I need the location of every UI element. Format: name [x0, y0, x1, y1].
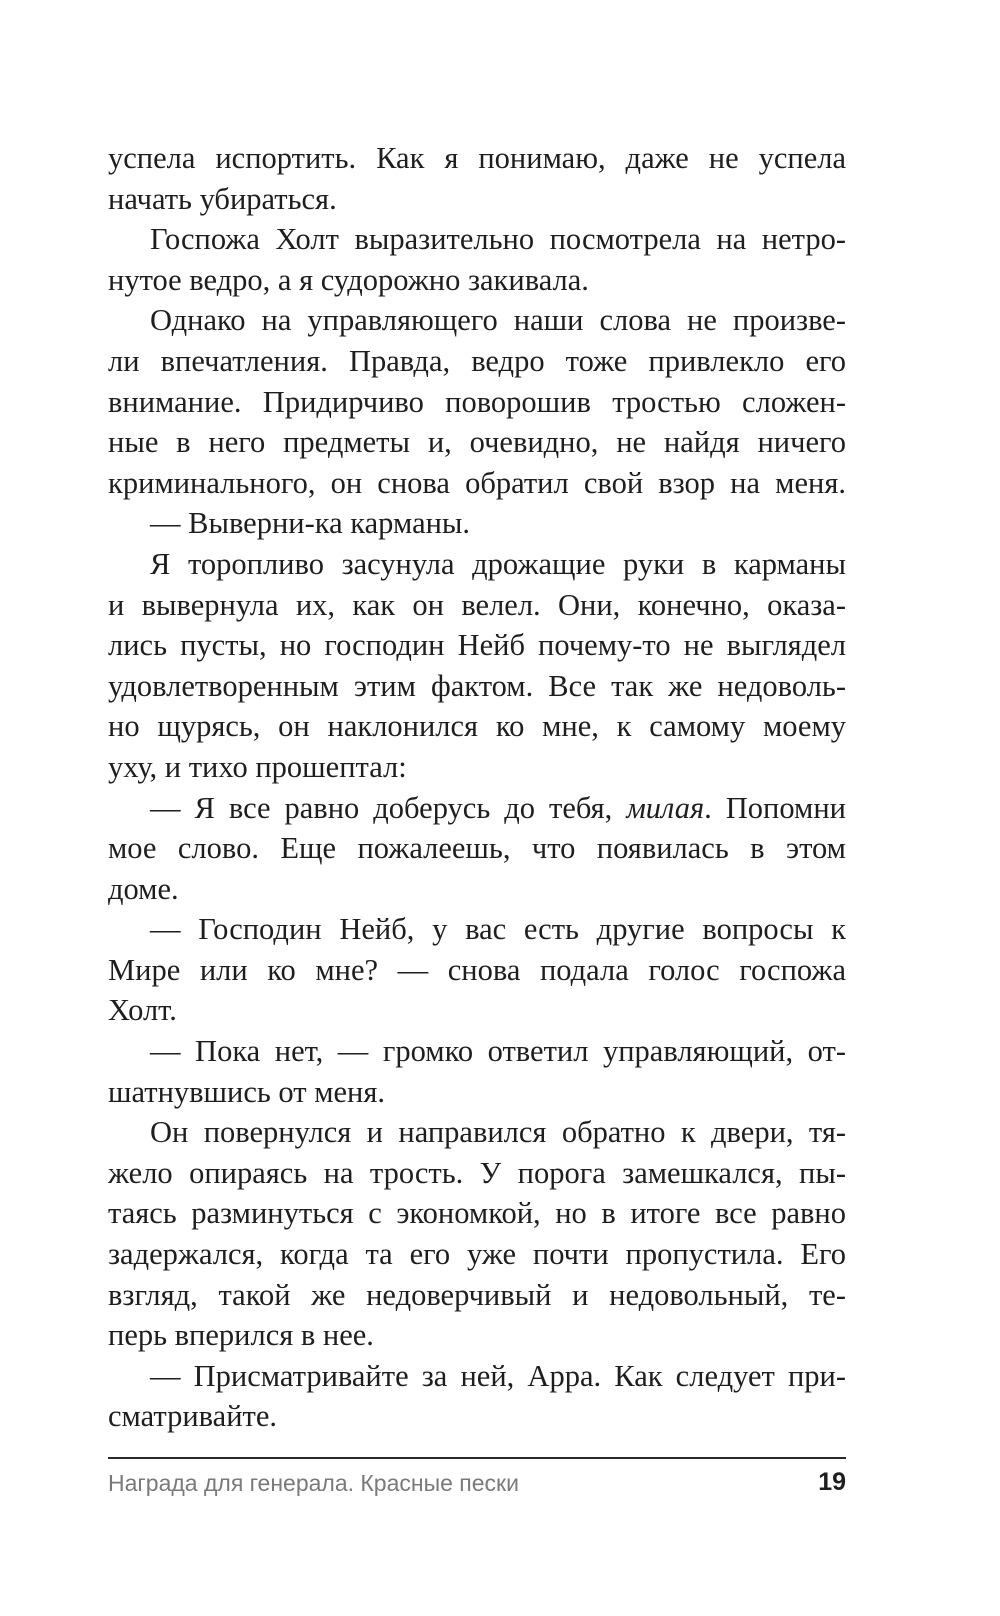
- text-line: перь вперился в нее.: [108, 1318, 374, 1353]
- text-line: Холт.: [108, 993, 177, 1028]
- text-line: таясь разминуться с экономкой, но в итоге все равно: [108, 1196, 846, 1231]
- text-line: криминального, он снова обратил свой взор на меня.: [108, 465, 846, 500]
- text-line: начать убираться.: [108, 181, 337, 216]
- text-segment: . Попомни: [704, 790, 846, 825]
- text-line: Он повернулся и направился обратно к двери, тя-: [150, 1115, 846, 1150]
- text-line: — Выверни-ка карманы.: [150, 506, 471, 541]
- text-line: и вывернула их, как он велел. Они, конечно, оказа-: [108, 587, 846, 622]
- text-line: но щурясь, он наклонился ко мне, к самому моему: [108, 709, 846, 744]
- text-line: внимание. Придирчиво поворошив тростью сложен-: [108, 384, 846, 419]
- footer-divider: [108, 1457, 846, 1459]
- text-line: ные в него предметы и, очевидно, не найдя ничего: [108, 425, 846, 460]
- text-line: успела испортить. Как я понимаю, даже не успела: [108, 141, 846, 175]
- text-line: Я торопливо засунула дрожащие руки в карманы: [150, 546, 846, 581]
- running-footer-title: Награда для генерала. Красные пески: [108, 1470, 519, 1496]
- page-number: 19: [818, 1468, 846, 1496]
- text-line: задержался, когда та его уже почти пропустила. Его: [108, 1237, 846, 1272]
- text-line: Мире или ко мне? — снова подала голос госпожа: [108, 952, 846, 987]
- text-line: жело опираясь на трость. У порога замешкался, пы-: [108, 1155, 846, 1190]
- text-line: — Присматривайте за ней, Арра. Как следует при-: [150, 1358, 846, 1393]
- italic-text-segment: милая: [626, 790, 705, 825]
- text-line: [108, 788, 846, 829]
- text-line: Госпожа Холт выразительно посмотрела на нетро-: [150, 222, 846, 257]
- text-line: ли впечатления. Правда, ведро тоже привлекло его: [108, 343, 846, 378]
- text-line: удовлетворенным этим фактом. Все так же недоволь-: [108, 668, 846, 703]
- text-line: мое слово. Еще пожалеешь, что появилась в этом: [108, 831, 846, 866]
- text-line: доме.: [108, 871, 179, 906]
- text-line: лись пусты, но господин Нейб почему-то не выглядел: [108, 628, 846, 663]
- text-line: Однако на управляющего наши слова не произве-: [150, 303, 846, 338]
- text-line: взгляд, такой же недоверчивый и недовольный, те-: [108, 1277, 846, 1312]
- text-line: уху, и тихо прошептал:: [108, 749, 407, 784]
- text-line: сматривайте.: [108, 1399, 278, 1434]
- text-line: нутое ведро, а я судорожно закивала.: [108, 262, 589, 297]
- text-line: шатнувшись от меня.: [108, 1074, 386, 1109]
- text-line: — Господин Нейб, у вас есть другие вопросы к: [150, 912, 846, 947]
- body-text: [108, 138, 846, 1437]
- text-segment: — Я все равно доберусь до тебя,: [150, 790, 627, 825]
- text-line: — Пока нет, — громко ответил управляющий, от-: [150, 1034, 846, 1069]
